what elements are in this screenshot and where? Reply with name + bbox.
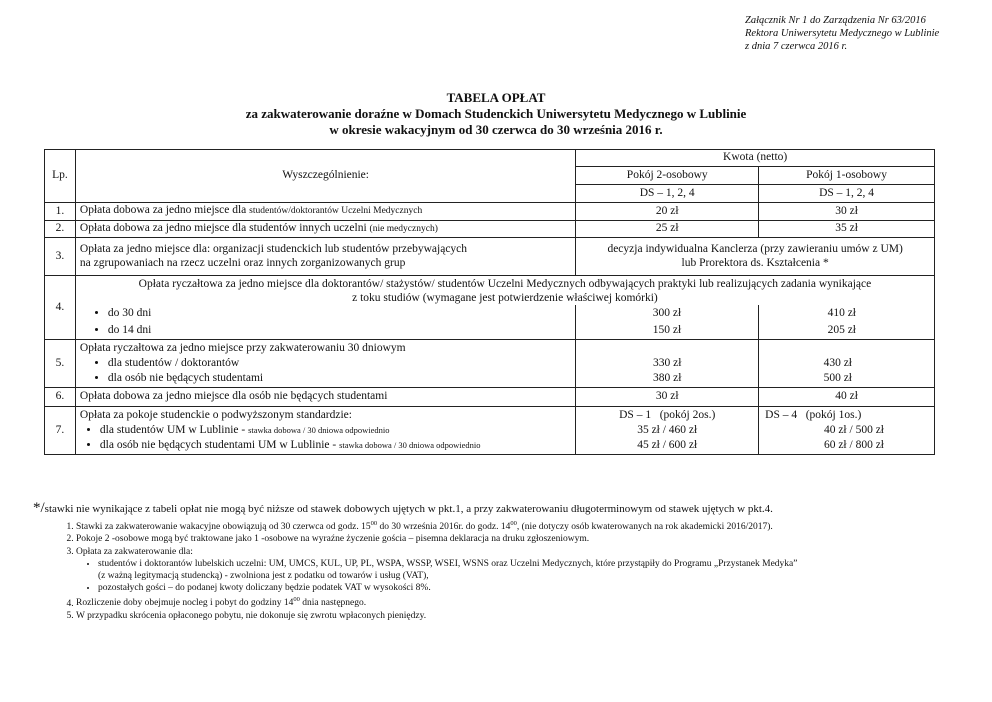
reference-line-1: Załącznik Nr 1 do Zarządzenia Nr 63/2016 <box>745 15 926 26</box>
table-row <box>45 407 935 455</box>
bullet-cell <box>76 322 576 339</box>
table-row <box>45 220 935 238</box>
list-item: • pozostałych gości – do podanej kwoty doliczany będzie podatek VAT w wysokości 8%. <box>98 582 956 594</box>
row-description: Opłata ryczałtowa za jedno miejsce przy zakwaterowaniu 30 dniowym • dla studentów / doktorantów • dla osób nie będących studentami <box>75 340 575 388</box>
document-reference-note <box>745 14 939 53</box>
fee-table <box>44 149 935 455</box>
row-number: 6. <box>45 388 76 407</box>
amount-room-2: 330 zł 380 zł <box>576 340 759 388</box>
amount-room-1: 410 zł <box>758 305 934 322</box>
table-row <box>45 203 935 221</box>
bullet-cell <box>76 305 576 322</box>
row-number: 1. <box>45 203 76 221</box>
table-row <box>45 276 935 340</box>
header-lp: Lp. <box>45 150 76 203</box>
row-number: 3. <box>45 238 76 276</box>
header-room-2: Pokój 2-osobowy <box>576 167 759 185</box>
amount-room-2: 30 zł <box>576 388 759 407</box>
bullet-label: • do 30 dni <box>108 306 571 321</box>
amount-merged: decyzja indywidualna Kanclerza (przy zawieraniu umów z UM) lub Prorektora ds. Kształcenia * <box>576 238 935 276</box>
row-number: 5. <box>45 340 76 388</box>
list-item <box>76 305 934 322</box>
table-row <box>45 238 935 276</box>
row-number: 4. <box>45 276 76 340</box>
bullet-label: • do 14 dni <box>108 323 571 338</box>
notes-list <box>48 518 956 622</box>
bullet-label: • dla studentów UM w Lublinie - stawka dobowa / 30 dniowa odpowiednio <box>100 423 571 438</box>
row-description: Opłata dobowa za jedno miejsce dla osób nie będących studentami <box>75 388 575 407</box>
amount-room-1: 30 zł <box>759 203 935 221</box>
row-body <box>75 276 934 340</box>
row-description: Opłata za pokoje studenckie o podwyższonym standardzie: • dla studentów UM w Lublinie - stawka dobowa / 30 dniowa odpowiednio • dla osób nie będących studentami UM w Lublinie - stawka dobowa / 30 dniowa odpowiednio <box>75 407 575 455</box>
footnote-text: stawki nie wynikające z tabeli opłat nie mogą być niższe od stawek dobowych ujętych w pkt.1, a przy zakwaterowaniu długoterminowym od stawek ujętych w pkt.4. <box>44 503 773 515</box>
amount-room-1: DS – 4 (pokój 1os.) 40 zł / 500 zł 60 zł / 800 zł <box>759 407 935 455</box>
header-description: Wyszczególnienie: <box>75 150 575 203</box>
reference-line-3: z dnia 7 czerwca 2016 r. <box>745 41 848 52</box>
table-row <box>45 388 935 407</box>
amount-room-1: 430 zł 500 zł <box>759 340 935 388</box>
row-number: 2. <box>45 220 76 238</box>
row-number: 7. <box>45 407 76 455</box>
amount-room-2: 150 zł <box>576 322 759 339</box>
header-amount: Kwota (netto) <box>576 150 935 167</box>
row-description: Opłata ryczałtowa za jedno miejsce dla doktorantów/ stażystów/ studentów Uczelni Medycznych odbywających praktyki lub realizujących zadania wynikające z toku studiów (wymagane jest potwierdzenie właściwej komórki) <box>138 278 872 304</box>
header-room-1: Pokój 1-osobowy <box>759 167 935 185</box>
list-item <box>76 322 934 339</box>
row-description: Opłata za jedno miejsce dla: organizacji studenckich lub studentów przebywających na zgrupowaniach na rzecz uczelni oraz innych zorganizowanych grup <box>75 238 575 276</box>
amount-room-2: 300 zł <box>576 305 759 322</box>
row-description: Opłata dobowa za jedno miejsce dla studentów/doktorantów Uczelni Medycznych <box>75 203 575 221</box>
list-item: 3. Opłata za zakwaterowanie dla: • studentów i doktorantów lubelskich uczelni: UM, UMCS, KUL, UP, PL, WSPA, WSSP, WSEI, WSNS oraz Uczelni Medycznych, które przystąpiły do Programu „Przystanek Medyka” (z ważną legitymacją studencką) - zwolniona jest z podatku od towarów i usług (VAT), • pozostałych gości – do podanej kwoty doliczany będzie podatek VAT w wysokości 8%. <box>76 546 956 595</box>
table-row <box>45 340 935 388</box>
amount-room-2: 20 zł <box>576 203 759 221</box>
row-sub-table <box>76 305 934 339</box>
document-title <box>0 90 992 138</box>
row-description: Opłata dobowa za jedno miejsce dla studentów innych uczelni (nie medycznych) <box>75 220 575 238</box>
amount-room-1: 205 zł <box>758 322 934 339</box>
amount-room-1: 40 zł <box>759 388 935 407</box>
header-ds-room-2: DS – 1, 2, 4 <box>576 185 759 203</box>
amount-room-2: 25 zł <box>576 220 759 238</box>
table-header-row <box>45 150 935 167</box>
reference-line-2: Rektora Uniwersytetu Medycznego w Lublinie <box>745 28 940 39</box>
list-item: • studentów i doktorantów lubelskich uczelni: UM, UMCS, KUL, UP, PL, WSPA, WSSP, WSEI, WSNS oraz Uczelni Medycznych, które przystąpiły do Programu „Przystanek Medyka” (z ważną legitymacją studencką) - zwolniona jest z podatku od towarów i usług (VAT), <box>98 558 956 582</box>
title-line-1: TABELA OPŁAT <box>446 90 546 105</box>
title-line-2: za zakwaterowanie doraźne w Domach Studenckich Uniwersytetu Medycznego w Lublinie <box>245 106 747 121</box>
header-ds-room-1: DS – 1, 2, 4 <box>759 185 935 203</box>
bullet-label: • dla studentów / doktorantów <box>108 356 571 371</box>
list-item: 4. Rozliczenie doby obejmuje nocleg i pobyt do godziny $14^{00}$ dnia następnego. <box>76 594 956 609</box>
table-footnote <box>33 501 773 516</box>
footnote-marker: */ <box>33 500 45 516</box>
list-item: 2. Pokoje 2 -osobowe mogą być traktowane jako 1 -osobowe na wyraźne życzenie gościa – pisemna deklaracja na druku zgłoszeniowym. <box>76 533 956 545</box>
list-item: 1. Stawki za zakwaterowanie wakacyjne obowiązują od 30 czerwca od godz. $15^{00}$ do 30 września 2016r. do godz. $14^{00}$, (nie dotyczy osób kwaterowanych na rok akademicki 2016/2017). <box>76 518 956 533</box>
amount-room-1: 35 zł <box>759 220 935 238</box>
list-item: 5. W przypadku skrócenia opłaconego pobytu, nie dokonuje się zwrotu wpłaconych pieniędzy. <box>76 610 956 622</box>
bullet-label: • dla osób nie będących studentami UM w Lublinie - stawka dobowa / 30 dniowa odpowiednio <box>100 438 571 453</box>
bullet-label: • dla osób nie będących studentami <box>108 371 571 386</box>
amount-room-2: DS – 1 (pokój 2os.) 35 zł / 460 zł 45 zł / 600 zł <box>576 407 759 455</box>
title-line-3: w okresie wakacyjnym od 30 czerwca do 30 września 2016 r. <box>329 122 663 137</box>
